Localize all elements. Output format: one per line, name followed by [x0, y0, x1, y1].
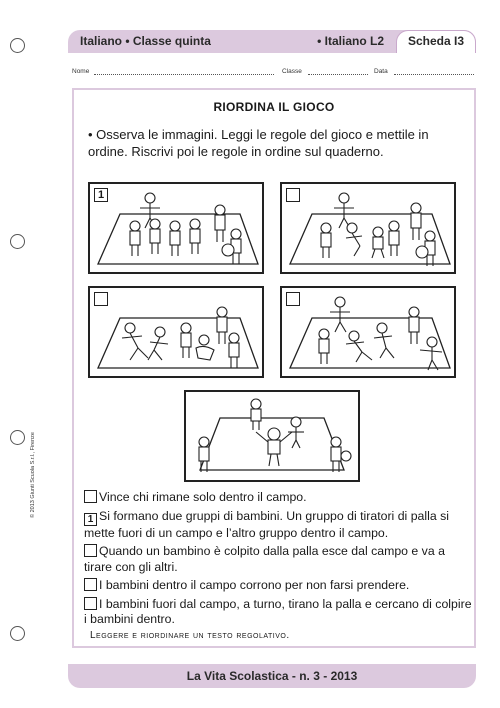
learning-goal: Leggere e riordinare un testo regolativo. — [90, 630, 290, 641]
picture-5 — [184, 390, 360, 482]
subject-l2: • Italiano L2 — [317, 34, 384, 48]
rule-text: Quando un bambino è colpito dalla palla esce dal campo e va a tirare con gli altri. — [84, 544, 445, 574]
playground-drawing-icon — [282, 288, 454, 376]
header-bar — [68, 30, 476, 53]
rule-item — [84, 544, 474, 575]
worksheet-frame — [72, 88, 476, 648]
rule-checkbox[interactable]: 1 — [84, 513, 97, 526]
picture-1 — [88, 182, 264, 274]
date-label: Data — [374, 68, 388, 75]
rule-checkbox[interactable] — [84, 490, 97, 503]
copyright-notice: © 2013 Giunti Scuola S.r.l., Firenze — [30, 432, 36, 518]
rule-item — [84, 509, 474, 542]
worksheet-title: RIORDINA IL GIOCO — [213, 100, 335, 114]
playground-drawing-icon — [282, 184, 454, 272]
footer-bar: La Vita Scolastica - n. 3 - 2013 — [68, 664, 476, 688]
rule-item — [84, 490, 474, 506]
picture-checkbox[interactable] — [286, 188, 300, 202]
playground-drawing-icon — [90, 184, 262, 272]
picture-checkbox[interactable] — [94, 292, 108, 306]
date-line[interactable] — [394, 74, 474, 75]
rule-item — [84, 578, 474, 594]
picture-3 — [88, 286, 264, 378]
name-line[interactable] — [94, 74, 274, 75]
scheda-tab: Scheda I3 — [396, 30, 476, 53]
class-line[interactable] — [308, 74, 368, 75]
picture-2 — [280, 182, 456, 274]
instruction-text: • Osserva le immagini. Leggi le regole del gioco e mettile in ordine. Riscrivi poi le regole in ordine sul quaderno. — [88, 127, 429, 159]
rule-text: I bambini fuori dal campo, a turno, tirano la palla e cercano di colpire i bambini dentro. — [84, 596, 472, 626]
rule-item — [84, 597, 474, 628]
picture-checkbox[interactable] — [286, 292, 300, 306]
picture-number: 1 — [94, 188, 108, 202]
picture-4 — [280, 286, 456, 378]
rule-checkbox[interactable] — [84, 578, 97, 591]
rule-checkbox[interactable] — [84, 597, 97, 610]
student-fields — [72, 66, 476, 80]
binder-hole — [10, 626, 25, 641]
rule-text: I bambini dentro il campo corrono per non farsi prendere. — [99, 578, 410, 592]
rule-checkbox[interactable] — [84, 544, 97, 557]
binder-hole — [10, 38, 25, 53]
class-label: Classe — [282, 68, 302, 75]
rule-text: Vince chi rimane solo dentro il campo. — [99, 490, 307, 504]
name-label: Nome — [72, 68, 90, 75]
rules-list — [84, 490, 474, 628]
binder-hole — [10, 430, 25, 445]
subject-class: Italiano • Classe quinta — [80, 34, 211, 48]
playground-drawing-icon — [186, 392, 358, 480]
playground-drawing-icon — [90, 288, 262, 376]
binder-hole — [10, 234, 25, 249]
rule-text: Si formano due gruppi di bambini. Un gruppo di tiratori di palla si mette fuori di un campo e l’altro gruppo dentro il campo. — [84, 508, 449, 540]
